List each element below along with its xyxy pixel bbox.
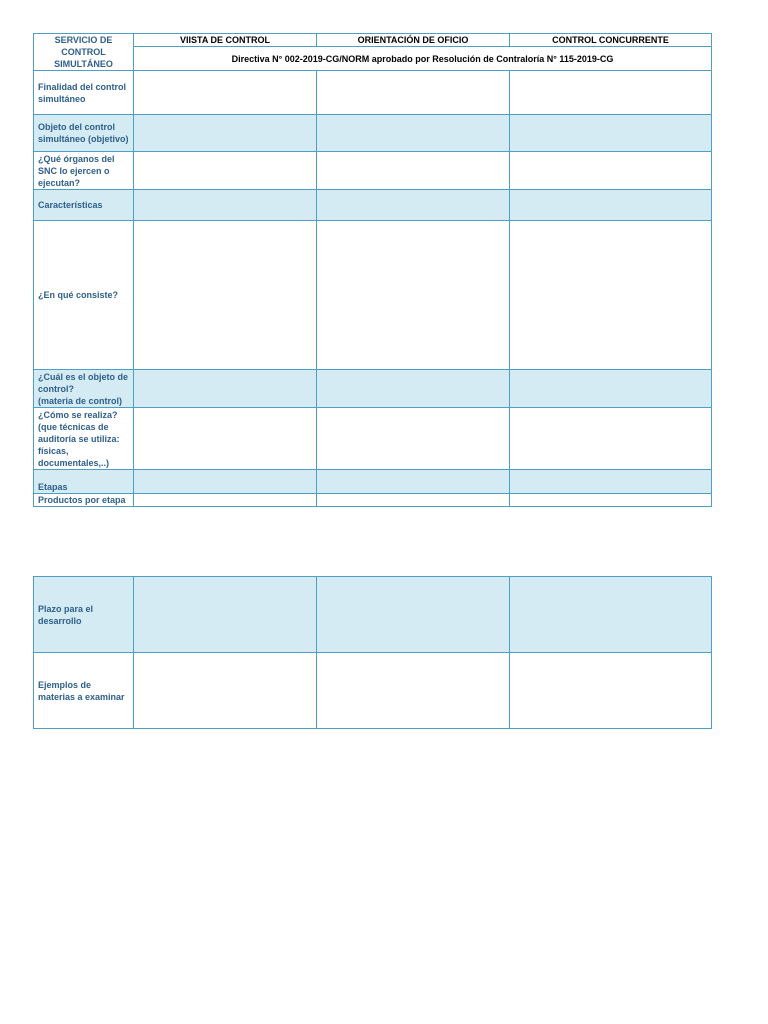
row-label: ¿Cómo se realiza? (que técnicas de auditoría se utiliza: físicas, documentales,..) [34, 408, 134, 470]
cell[interactable] [317, 370, 510, 408]
cell[interactable] [510, 408, 712, 470]
cell[interactable] [317, 221, 510, 370]
table-row [34, 577, 712, 653]
cell[interactable] [134, 494, 317, 507]
cell[interactable] [510, 71, 712, 115]
row-label: Finalidad del control simultáneo [34, 71, 134, 115]
row-label: Objeto del control simultáneo (objetivo) [34, 115, 134, 152]
cell[interactable] [510, 470, 712, 494]
table-row [34, 494, 712, 507]
cell[interactable] [317, 470, 510, 494]
cell[interactable] [317, 190, 510, 221]
table-row [34, 190, 712, 221]
cell[interactable] [134, 653, 317, 729]
table-row [34, 221, 712, 370]
cell[interactable] [510, 370, 712, 408]
table-row [34, 470, 712, 494]
cell[interactable] [134, 221, 317, 370]
cell[interactable] [134, 470, 317, 494]
row-label: ¿Cuál es el objeto de control? (materia de control) [34, 370, 134, 408]
directive-header: Directiva N° 002-2019-CG/NORM aprobado por Resolución de Contraloría N° 115-2019-CG [134, 47, 712, 71]
corner-header: SERVICIO DE CONTROL SIMULTÁNEO [34, 34, 134, 71]
cell[interactable] [134, 115, 317, 152]
cell[interactable] [510, 152, 712, 190]
table-row [34, 152, 712, 190]
table-row [34, 408, 712, 470]
column-header-orientacion: ORIENTACIÓN DE OFICIO [317, 34, 510, 47]
row-label: ¿En qué consiste? [34, 221, 134, 370]
row-label: Productos por etapa [34, 494, 134, 507]
table-row [34, 115, 712, 152]
cell[interactable] [134, 408, 317, 470]
cell[interactable] [510, 577, 712, 653]
cell[interactable] [510, 190, 712, 221]
row-label: ¿Qué órganos del SNC lo ejercen o ejecutan? [34, 152, 134, 190]
cell[interactable] [317, 408, 510, 470]
cell[interactable] [134, 152, 317, 190]
row-label: Características [34, 190, 134, 221]
table-row [34, 653, 712, 729]
row-label: Etapas [34, 470, 134, 494]
row-label: Ejemplos de materias a examinar [34, 653, 134, 729]
cell[interactable] [134, 190, 317, 221]
cell[interactable] [134, 577, 317, 653]
cell[interactable] [317, 494, 510, 507]
column-header-vista: VIISTA DE CONTROL [134, 34, 317, 47]
column-header-concurrente: CONTROL CONCURRENTE [510, 34, 712, 47]
cell[interactable] [317, 152, 510, 190]
table-row [34, 71, 712, 115]
cell[interactable] [510, 221, 712, 370]
cell[interactable] [510, 653, 712, 729]
cell[interactable] [317, 71, 510, 115]
cell[interactable] [134, 71, 317, 115]
table-row [34, 370, 712, 408]
comparison-table [33, 33, 712, 507]
cell[interactable] [317, 577, 510, 653]
cell[interactable] [317, 115, 510, 152]
cell[interactable] [317, 653, 510, 729]
second-table [33, 576, 712, 729]
cell[interactable] [510, 115, 712, 152]
cell[interactable] [134, 370, 317, 408]
cell[interactable] [510, 494, 712, 507]
row-label: Plazo para el desarrollo [34, 577, 134, 653]
